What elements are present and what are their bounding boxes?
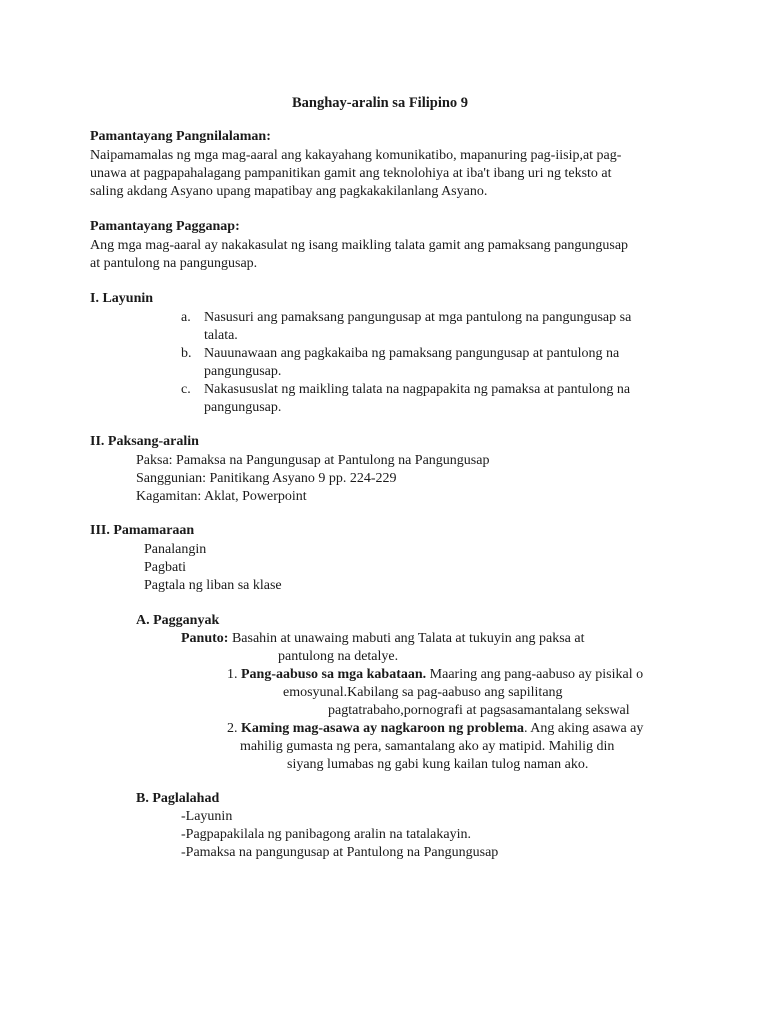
panuto-continuation: pantulong na detalye. bbox=[278, 649, 399, 664]
item-topic: Pang-aabuso sa mga kabataan. bbox=[241, 667, 427, 682]
document-title: Banghay-aralin sa Filipino 9 bbox=[292, 95, 469, 111]
list-item: pangungusap. bbox=[204, 400, 282, 415]
item-continuation: mahilig gumasta ng pera, samantalang ako ay matipid. Mahilig din bbox=[240, 739, 615, 754]
panuto-text: Basahin at unawaing mabuti ang Talata at tukuyin ang paksa at bbox=[228, 631, 585, 646]
section-heading-pamamaraan: III. Pamamaraan bbox=[90, 523, 195, 538]
sanggunian-line: Sanggunian: Panitikang Asyano 9 pp. 224-229 bbox=[136, 471, 397, 486]
list-item: Nasusuri ang pamaksang pangungusap at mga pantulong na pangungusap sa bbox=[204, 310, 632, 325]
item-text: Maaring ang pang-aabuso ay pisikal o bbox=[426, 667, 644, 682]
list-item: -Layunin bbox=[181, 809, 233, 824]
list-item: Panalangin bbox=[144, 542, 207, 557]
item-continuation: pagtatrabaho,pornografi at pagsasamantalang sekswal bbox=[328, 703, 630, 718]
paragraph-line: saling akdang Asyano upang mapatibay ang pagkakakilanlang Asyano. bbox=[90, 184, 488, 199]
list-item: Pagtala ng liban sa klase bbox=[144, 578, 282, 593]
section-heading-pagganap: Pamantayang Pagganap: bbox=[90, 219, 240, 234]
item-continuation: siyang lumabas ng gabi kung kailan tulog naman ako. bbox=[287, 757, 589, 772]
list-item: Pagbati bbox=[144, 560, 186, 575]
paragraph-line: Naipamamalas ng mga mag-aaral ang kakayahang komunikatibo, mapanuring pag-iisip,at pag- bbox=[90, 148, 622, 163]
paksa-line: Paksa: Pamaksa na Pangungusap at Pantulong na Pangungusap bbox=[136, 453, 490, 468]
list-marker: c. bbox=[181, 382, 191, 397]
panuto-line bbox=[181, 630, 585, 648]
example-item-2 bbox=[227, 720, 643, 738]
list-item: Nauunawaan ang pagkakaiba ng pamaksang pangungusap at pantulong na bbox=[204, 346, 620, 361]
item-number: 1. bbox=[227, 667, 241, 682]
subsection-heading-paglalahad: B. Paglalahad bbox=[136, 791, 220, 806]
item-topic: Kaming mag-asawa ay nagkaroon ng problema bbox=[241, 721, 525, 736]
paragraph-line: at pantulong na pangungusap. bbox=[90, 256, 258, 271]
list-marker: a. bbox=[181, 310, 191, 325]
item-number: 2. bbox=[227, 721, 241, 736]
section-heading-pangnilalaman: Pamantayang Pangnilalaman: bbox=[90, 129, 271, 144]
paragraph-line: unawa at pagpapahalagang pampanitikan gamit ang teknolohiya at iba't ibang uri ng teksto at bbox=[90, 166, 612, 181]
paragraph-line: Ang mga mag-aaral ay nakakasulat ng isang maikling talata gamit ang pamaksang pangungusap bbox=[90, 238, 629, 253]
item-continuation: emosyunal.Kabilang sa pag-aabuso ang sapilitang bbox=[283, 685, 563, 700]
example-item-1 bbox=[227, 666, 643, 684]
section-heading-paksang-aralin: II. Paksang-aralin bbox=[90, 434, 199, 449]
item-text: . Ang aking asawa ay bbox=[524, 721, 644, 736]
list-item: talata. bbox=[204, 328, 238, 343]
list-item: pangungusap. bbox=[204, 364, 282, 379]
list-marker: b. bbox=[181, 346, 192, 361]
panuto-label: Panuto: bbox=[181, 631, 229, 646]
list-item: -Pamaksa na pangungusap at Pantulong na Pangungusap bbox=[181, 845, 499, 860]
list-item: Nakasususlat ng maikling talata na nagpapakita ng pamaksa at pantulong na bbox=[204, 382, 631, 397]
kagamitan-line: Kagamitan: Aklat, Powerpoint bbox=[136, 489, 307, 504]
subsection-heading-pagganyak: A. Pagganyak bbox=[136, 613, 220, 628]
list-item: -Pagpapakilala ng panibagong aralin na tatalakayin. bbox=[181, 827, 472, 842]
section-heading-layunin: I. Layunin bbox=[90, 291, 154, 306]
